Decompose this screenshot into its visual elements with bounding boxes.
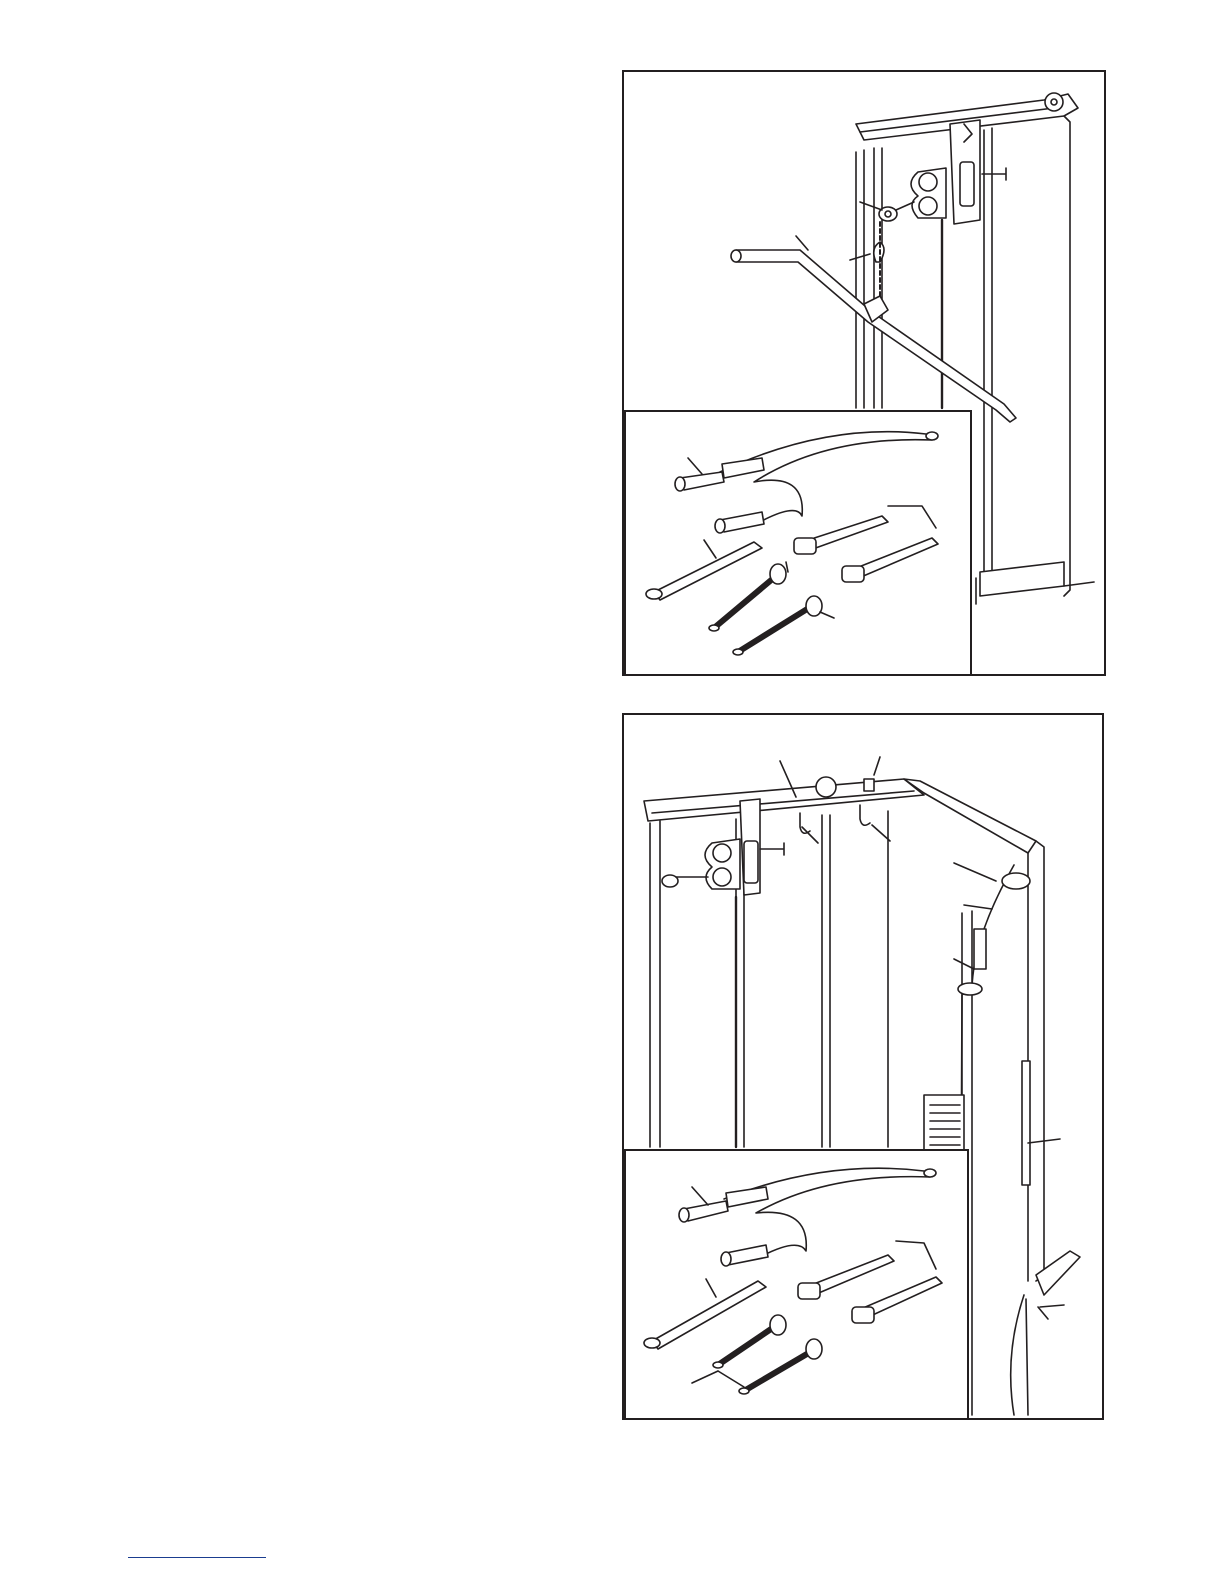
pulley-bracket — [950, 120, 980, 224]
vent-grille — [924, 1095, 964, 1151]
stirrup-handles — [794, 516, 938, 582]
strap-ring — [644, 1338, 660, 1348]
v-strap-handle — [679, 1168, 936, 1266]
figure-2-accessory-inset — [624, 1149, 969, 1420]
callout-leader — [954, 863, 996, 881]
callout-leader — [874, 757, 880, 775]
pin-knob — [982, 168, 1006, 180]
callout-leader — [802, 827, 818, 843]
callout-leader — [1038, 1307, 1048, 1319]
accessory-drawing — [626, 1151, 967, 1418]
v-strap-handle — [675, 432, 938, 533]
crossbar-bolt — [816, 777, 836, 797]
left-frame-uprights — [856, 148, 882, 408]
angled-arm — [904, 779, 1036, 853]
bracket — [974, 929, 986, 969]
left-frame-uprights — [650, 811, 888, 1147]
figure-1 — [622, 70, 1106, 676]
stirrup-handles — [798, 1255, 942, 1323]
accessory-drawing — [626, 412, 970, 674]
stored-lat-bar — [1022, 1061, 1030, 1185]
callout-leader — [964, 905, 992, 909]
callout-leader — [706, 1279, 716, 1297]
ankle-strap — [652, 1281, 766, 1349]
ankle-strap — [654, 542, 762, 600]
callout-leader — [688, 458, 702, 474]
callout-leader — [796, 236, 808, 250]
figure-2 — [622, 713, 1104, 1420]
cable-guide — [864, 779, 874, 791]
footer-rule — [128, 1557, 266, 1558]
accessory-hook — [860, 805, 870, 825]
cable-ring — [879, 202, 914, 221]
callout-leader — [896, 1241, 936, 1269]
right-frame-column — [1064, 116, 1070, 596]
callout-leader — [954, 959, 974, 969]
cable-ring — [662, 875, 708, 887]
pulley-assembly — [911, 168, 946, 218]
callout-leader — [692, 1187, 708, 1205]
pin-knob — [760, 843, 784, 855]
rope-handles — [713, 1315, 822, 1394]
callout-leader — [1040, 1305, 1064, 1307]
callout-leader — [704, 540, 716, 558]
pulley-bracket — [740, 799, 760, 895]
callout-leader — [850, 254, 870, 260]
rope-handles — [709, 564, 822, 655]
pulley-assembly — [705, 839, 740, 889]
strap-ring — [646, 589, 662, 599]
top-crossbar — [644, 779, 924, 821]
figure-1-accessory-inset — [624, 410, 972, 676]
pulley-cap — [1002, 873, 1030, 889]
callout-leader — [888, 506, 936, 528]
crossbar-bolt — [1045, 93, 1063, 111]
base-foot — [1036, 1251, 1080, 1295]
callout-leader — [692, 1371, 744, 1387]
callout-leader — [820, 612, 834, 618]
base-curve — [1011, 1295, 1024, 1415]
column-cap — [958, 983, 982, 995]
